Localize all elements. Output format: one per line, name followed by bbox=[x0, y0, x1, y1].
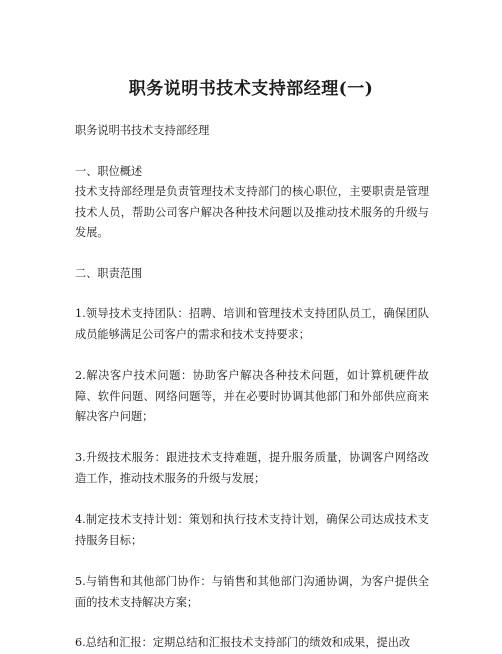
duty-item: 3.升级技术服务：跟进技术支持难题，提升服务质量，协调客户网络改造工作，推动技术服务的升级与发展； bbox=[75, 451, 429, 485]
section-heading-overview: 一、职位概述 bbox=[75, 165, 143, 178]
section-heading-duties: 二、职责范围 bbox=[75, 267, 143, 280]
duty-item: 1.领导技术支持团队：招聘、培训和管理技术支持团队员工，确保团队成员能够满足公司客户的需求和技术支持要求； bbox=[75, 307, 429, 341]
duty-item: 2.解决客户技术问题：协助客户解决各种技术问题，如计算机硬件故障、软件问题、网络问题等，并在必要时协调其他部门和外部供应商来解决客户问题； bbox=[75, 369, 429, 423]
duty-item: 6.总结和汇报：定期总结和汇报技术支持部门的绩效和成果，提出改 bbox=[75, 636, 411, 649]
overview-paragraph: 技术支持部经理是负责管理技术支持部门的核心职位，主要职责是管理技术人员，帮助公司客户解决各种技术问题以及推动技术服务的升级与发展。 bbox=[75, 185, 429, 239]
duty-item: 5.与销售和其他部门协作：与销售和其他部门沟通协调，为客户提供全面的技术支持解决方案； bbox=[75, 575, 429, 609]
duty-item: 4.制定技术支持计划：策划和执行技术支持计划，确保公司达成技术支持服务目标； bbox=[75, 513, 429, 547]
document-title: 职务说明书技术支持部经理(一) bbox=[128, 79, 374, 99]
document-subtitle: 职务说明书技术支持部经理 bbox=[75, 124, 210, 137]
